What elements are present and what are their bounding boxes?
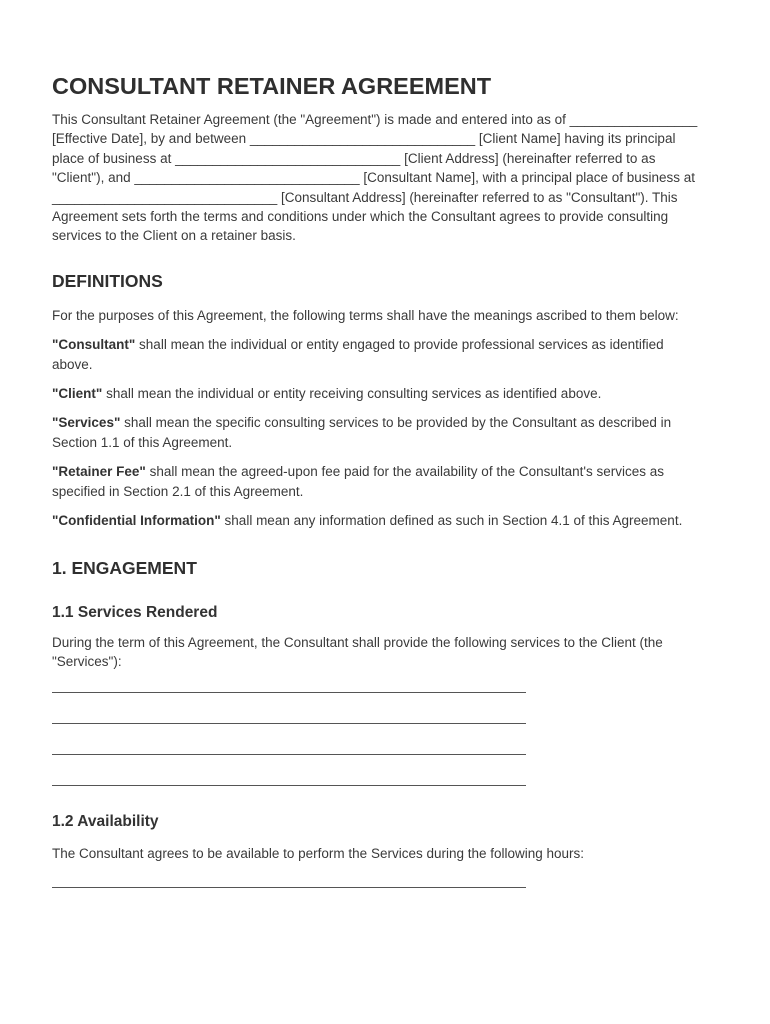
- definitions-heading: DEFINITIONS: [52, 270, 163, 291]
- definition-retainer-fee: [52, 462, 702, 501]
- services-blank-line[interactable]: [52, 722, 526, 724]
- availability-heading: 1.2 Availability: [52, 813, 159, 831]
- definition-term: "Services": [52, 415, 121, 431]
- services-blank-line[interactable]: [52, 753, 526, 755]
- definition-text: shall mean any information defined as such in Section 4.1 of this Agreement.: [220, 513, 683, 529]
- definition-text: shall mean the specific consulting services to be provided by the Consultant as described in Section 1.1 of this Agreement.: [52, 415, 672, 450]
- definition-client: [52, 384, 702, 403]
- definition-term: "Confidential Information": [52, 513, 221, 529]
- services-rendered-heading: 1.1 Services Rendered: [52, 603, 218, 621]
- definitions-intro: For the purposes of this Agreement, the following terms shall have the meanings ascribed to them below:: [52, 307, 679, 323]
- availability-text: The Consultant agrees to be available to perform the Services during the following hours:: [52, 846, 585, 862]
- services-blank-line[interactable]: [52, 691, 526, 693]
- services-rendered-text: During the term of this Agreement, the Consultant shall provide the following services to the Client (the "Services"):: [52, 634, 663, 669]
- definition-services: [52, 413, 702, 452]
- definition-consultant: [52, 335, 702, 374]
- definition-term: "Retainer Fee": [52, 464, 146, 480]
- engagement-heading: 1. ENGAGEMENT: [52, 557, 197, 578]
- availability-blank-line[interactable]: [52, 886, 526, 888]
- definition-term: "Consultant": [52, 337, 136, 353]
- definition-confidential-information: [52, 511, 702, 530]
- document-title: CONSULTANT RETAINER AGREEMENT: [52, 73, 492, 99]
- definition-term: "Client": [52, 386, 103, 402]
- definition-text: shall mean the agreed-upon fee paid for the availability of the Consultant's services as specified in Section 2.1 of this Agreement.: [52, 464, 664, 499]
- document-page: [52, 72, 722, 888]
- intro-paragraph: This Consultant Retainer Agreement (the "Agreement") is made and entered into as of _________________ [Effective Date], by and between ______________________________ [Client Name] having its principal place of business at ______________________________ [Client Address] (hereinafter referred to as "Client"), and ______________________________ [Consultant Name], with a principal place of business at ______________________________ [Consultant Address] (hereinafter referred to as "Consultant"). This Agreement sets forth the terms and conditions under which the Consultant agrees to provide consulting services to the Client on a retainer basis.: [52, 112, 698, 244]
- definition-text: shall mean the individual or entity engaged to provide professional services as identified above.: [52, 337, 664, 372]
- services-blank-line[interactable]: [52, 784, 526, 786]
- definition-text: shall mean the individual or entity receiving consulting services as identified above.: [102, 386, 602, 402]
